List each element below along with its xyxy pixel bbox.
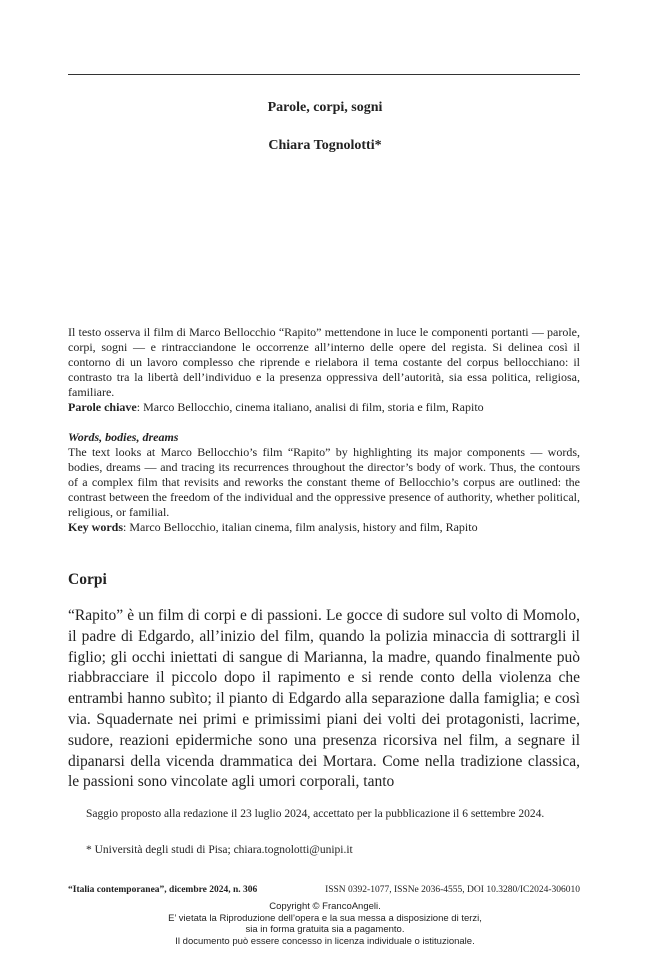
abstract-italian xyxy=(68,325,580,415)
copyright-line-1: Copyright © FrancoAngeli. xyxy=(269,901,381,912)
keywords-italian xyxy=(68,400,580,415)
journal-citation: “Italia contemporanea”, dicembre 2024, n. 306 xyxy=(68,885,258,895)
section-heading: Corpi xyxy=(68,571,107,588)
section-body: “Rapito” è un film di corpi e di passioni. Le gocce di sudore sul volto di Momolo, il padre di Edgardo, all’inizio del film, quando la polizia minaccia di sottrargli il figlio; gli occhi iniettati di sangue di Marianna, la madre, quando finalmente può riabbracciare il piccolo dopo il rapimento e si rende conto della violenza che entrambi hanno subìto; il pianto di Edgardo alla separazione dalla famiglia; e così via. Squadernate nei primi e primissimi piani dei volti dei protagonisti, lacrime, sudore, reazioni epidermiche sono una presenza ricorsiva nel film, a segnare il dipanarsi della vicenda drammatica dei Mortara. Come nella tradizione classica, le passioni sono vincolate agli umori corporali, tanto xyxy=(68,607,580,791)
keywords-english xyxy=(68,520,580,535)
header-rule xyxy=(68,74,580,75)
copyright-notice xyxy=(0,901,650,947)
abstract-english-title: Words, bodies, dreams xyxy=(68,430,179,444)
journal-identifiers: ISSN 0392-1077, ISSNe 2036-4555, DOI 10.3280/IC2024-306010 xyxy=(325,885,580,895)
abstract-italian-text: Il testo osserva il film di Marco Bellocchio “Rapito” mettendone in luce le componenti portanti — parole, corpi, sogni — e rintracciandone le occorrenze all’interno delle opere del regista. Si delinea così il contorno di un lavoro complesso che riprende e rielabora il tema costante del corpus bellocchiano: il contrasto tra la libertà dell’individuo e la presenza oppressiva dell’autorità, sia essa politica, religiosa, familiare. xyxy=(68,325,580,399)
keywords-english-label: Key words xyxy=(68,520,123,534)
submission-note: Saggio proposto alla redazione il 23 luglio 2024, accettato per la pubblicazione il 6 settembre 2024. xyxy=(86,808,545,820)
copyright-line-2: E’ vietata la Riproduzione dell’opera e la sua messa a disposizione di terzi, xyxy=(168,912,482,924)
affiliation-footnote: * Università degli studi di Pisa; chiara.tognolotti@unipi.it xyxy=(86,844,353,856)
keywords-english-list: : Marco Bellocchio, italian cinema, film analysis, history and film, Rapito xyxy=(123,520,478,534)
abstract-english xyxy=(68,430,580,535)
keywords-italian-list: : Marco Bellocchio, cinema italiano, analisi di film, storia e film, Rapito xyxy=(136,400,484,414)
copyright-line-3: sia in forma gratuita sia a pagamento. xyxy=(245,924,405,935)
abstract-english-text: The text looks at Marco Bellocchio’s film “Rapito” by highlighting its major components — words, bodies, dreams — and tracing its recurrences throughout the director’s body of work. Thus, the contours of a complex film that revisits and reworks the constant theme of Bellocchio’s corpus are outlined: the contrast between the freedom of the individual and the oppressive presence of authority, whether political, religious, or familial. xyxy=(68,445,580,519)
article-author: Chiara Tognolotti* xyxy=(268,138,382,153)
article-title: Parole, corpi, sogni xyxy=(267,100,383,115)
copyright-line-4: Il documento può essere concesso in licenza individuale o istituzionale. xyxy=(175,935,475,947)
journal-footer xyxy=(68,885,580,895)
keywords-italian-label: Parole chiave xyxy=(68,400,137,414)
